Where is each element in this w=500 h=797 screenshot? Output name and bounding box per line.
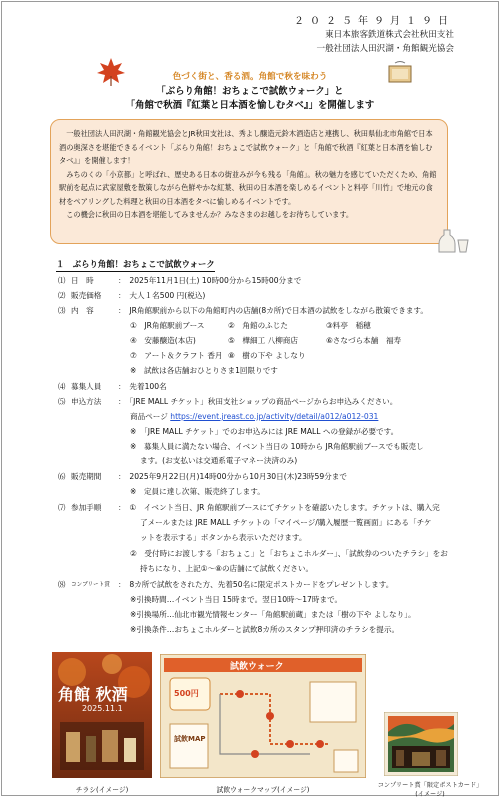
section-1-heading: １ ぶらり角館！おちょこで試飲ウォーク [56, 258, 215, 272]
shop-item: ① JR角館駅前ブース [130, 321, 205, 330]
procedure-line: 了メールまたは JRE MALL チケットの「マイページ/購入履歴一覧画面」にある「チケ [140, 518, 432, 527]
item-value-apply: ： 「JRE MALL チケット」秋田支社ショップの商品ページからお申込みください。 [118, 397, 398, 406]
page-title-line1: 「ぶらり角館！おちょこで試飲ウォーク」と [156, 86, 344, 97]
sales-note: ※ 定員に達し次第、販売終了します。 [130, 487, 265, 496]
procedure-line: ットを表示する」ボタンから表示いただけます。 [140, 533, 307, 542]
item-value-datetime: ： 2025年11月1日(土) 10時00分から15時00分まで [118, 276, 302, 285]
flyer-image [52, 652, 152, 778]
intro-paragraph-2: みちのくの「小京都」と呼ばれ、歴史ある日本の街並みが今も残る「角館」。秋の魅力を感じていただくため、角館駅前を起点に武家屋敷を散策しながら色鮮やかな紅葉、秋田の日本酒を楽しめるイベントと料亭「川竹」で地元の食材をペアリングした料理と秋田の日本酒をタベに愉しめるイベントです。 [59, 169, 437, 206]
shop-item: ⑤ 樺細工 八柳商店 [228, 336, 298, 345]
item-value-complete-prize: ： 8カ所で試飲をされた方、先着50名に限定ポストカードをプレゼントします。 [118, 580, 394, 589]
product-page-link[interactable]: https://event.jreast.co.jp/activity/detail/a012/a012-031 [170, 412, 379, 421]
caption-postcard: コンプリート賞「限定ポストカード」 [377, 782, 483, 789]
map-price-badge: 500円 [174, 689, 199, 698]
intro-box [50, 119, 448, 244]
intro-paragraph-1: 一般社団法人田沢湖・角館観光協会とJR秋田支社は、秀よし醸造元鈴木酒造店と連携し、秋田県仙北市角館で日本酒の奥深さを堪能できるイベント「ぶらり角館！おちょこで試飲ウォーク」と「角館で秋酒『紅葉と日本酒を愉しむタベ』」を開催します！ [59, 129, 433, 165]
release-date: ２０２５年９月１９日 [294, 16, 454, 27]
item-value-sales-period: ： 2025年9月22日(月)14時00分から10月30日(木)23時59分まで [118, 472, 347, 481]
map-label-text: 試飲MAP [174, 735, 206, 743]
item-label-procedure: 参加手順 [71, 503, 102, 512]
product-page-label: 商品ページ [130, 412, 168, 421]
shop-item: ③料亭 稲穂 [326, 321, 371, 330]
prize-note: ※引換場所…仙北市観光情報センター「角館駅前蔵」または「樹の下や よしなり」。 [130, 610, 416, 619]
issuer-jr: 東日本旅客鉄道株式会社秋田支社 [325, 30, 454, 40]
item-label-complete-prize: コンプリート賞 [71, 582, 110, 588]
title-tagline: 色づく街と、香る酒。角館で秋を味わう [172, 72, 328, 82]
item-number: ⑸ [58, 397, 66, 406]
flyer-date-text: 2025.11.1 [82, 704, 123, 713]
item-number: ⑻ [58, 580, 66, 589]
item-number: ⑴ [58, 276, 66, 285]
item-label-sales-period: 販売期間 [71, 472, 102, 481]
postcard-image [384, 712, 458, 776]
procedure-line: 持ちになり、上記①～⑧の店舗にて試飲ください。 [140, 564, 314, 573]
apply-note: ます。(お支払いは交通系電子マネー決済のみ) [140, 456, 298, 465]
prize-note: ※引換時間…イベント当日 15時まで。翌日10時～17時まで。 [130, 595, 343, 604]
prize-note: ※引換条件…おちょこホルダーと試飲8カ所のスタンプ押印済のチラシを提示。 [130, 625, 400, 634]
apply-note: ※ 「JRE MALL チケット」でのお申込みには JRE MALL への登録が必要です。 [130, 427, 399, 436]
item-number: ⑵ [58, 291, 66, 300]
item-number: ⑹ [58, 472, 66, 481]
item-label-content: 内 容 [71, 306, 94, 315]
item-label-apply: 申込方法 [71, 397, 102, 406]
page-title-line2: 「角館で秋酒『紅葉と日本酒を愉しむタベ』」を開催します [125, 100, 375, 111]
item-number: ⑷ [58, 382, 66, 391]
item-label-capacity: 募集人員 [71, 382, 102, 391]
walking-map-image [160, 654, 366, 778]
shop-item: ⑦ アート＆クラフト 香月 [130, 351, 223, 360]
procedure-line: ② 受付時にお渡しする「おちょこ」と「おちょこホルダー」、「試飲券のついたチラシ」をお [130, 549, 448, 558]
item-label-price: 販売価格 [71, 291, 102, 300]
sake-bottle-icon [438, 226, 472, 254]
map-title-text: 試飲ウォーク [230, 662, 284, 672]
caption-map: 試飲ウォークマップ(イメージ) [216, 786, 310, 794]
caption-postcard-sub: (イメージ) [415, 791, 445, 797]
caption-flyer: チラシ(イメージ) [75, 786, 129, 794]
item-number: ⑺ [58, 503, 66, 512]
shop-item: ④ 安藤醸造(本店) [130, 336, 196, 345]
intro-paragraph-3: この機会に秋田の日本酒を堪能してみませんか？みなさまのお越しをお待ちしています。 [66, 210, 354, 219]
item-number: ⑶ [58, 306, 66, 315]
item-value-capacity: ： 先着100名 [118, 382, 167, 391]
item-label-datetime: 日 時 [71, 276, 94, 285]
product-page-line [130, 411, 378, 422]
issuer-association: 一般社団法人田沢湖・角館観光協会 [316, 44, 454, 54]
content-note: ※ 試飲は各店舗おひとりさま1回限りです [130, 366, 278, 375]
item-value-content: ： JR角館駅前から以下の角館町内の店舗(8カ所)で日本酒の試飲をしながら散策できます。 [118, 306, 429, 315]
procedure-line: ： ① イベント当日、JR 角館駅前ブースにてチケットを確認いたします。チケットは、購入完 [118, 503, 440, 512]
apply-note: ※ 募集人員に満たない場合、イベント当日の 10時から JR角館駅前ブースでも販売し [130, 442, 424, 451]
shop-item: ⑧ 樹の下や よしなり [228, 351, 306, 360]
item-value-price: ： 大人１名500 円(税込) [118, 291, 206, 300]
flyer-title-text: 角館 秋酒 [58, 685, 128, 704]
shop-item: ⑥さなづら本舗 福寿 [326, 336, 402, 345]
shop-item: ② 角館のふじた [228, 321, 288, 330]
